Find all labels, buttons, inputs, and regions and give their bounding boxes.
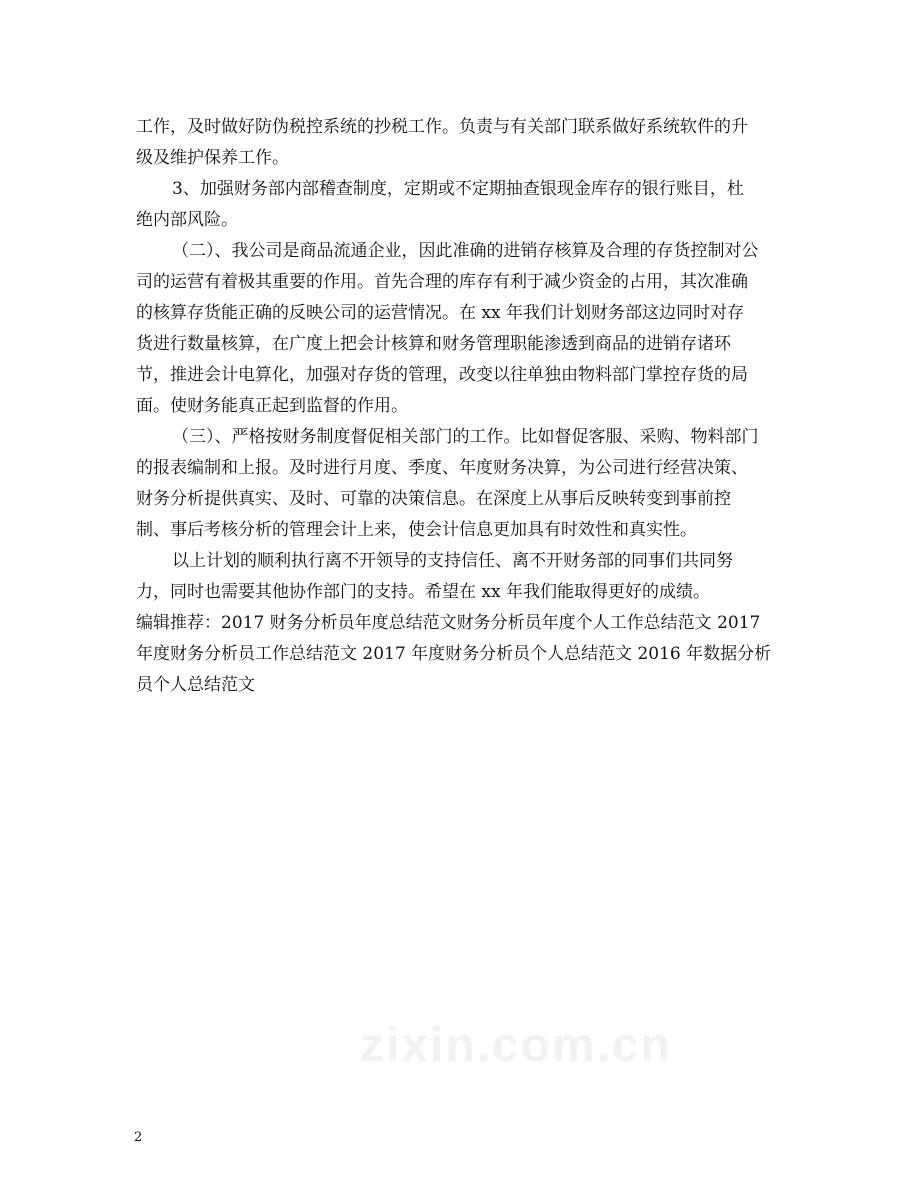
paragraph-line: 级及维护保养工作。 <box>136 148 289 168</box>
paragraph-line: 工作，及时做好防伪税控系统的抄税工作。负责与有关部门联系做好系统软件的升 <box>136 117 748 137</box>
paragraph-line: 3、加强财务部内部稽查制度，定期或不定期抽查银现金库存的银行账目，杜 <box>172 179 744 199</box>
paragraph-line: 的报表编制和上报。及时进行月度、季度、年度财务决算，为公司进行经营决策、 <box>136 458 748 478</box>
paragraph-line: 司的运营有着极其重要的作用。首先合理的库存有利于减少资金的占用，其次准确 <box>136 272 748 292</box>
paragraph-line: 面。使财务能真正起到监督的作用。 <box>136 396 408 416</box>
paragraph-line: 绝内部风险。 <box>136 210 238 230</box>
paragraph-line: （二）、我公司是商品流通企业，因此准确的进销存核算及合理的存货控制对公 <box>172 241 759 261</box>
editor-recommendation-line: 年度财务分析员工作总结范文 2017 年度财务分析员个人总结范文 2016 年数据分析 <box>136 644 772 664</box>
paragraph-line: 财务分析提供真实、及时、可靠的决策信息。在深度上从事后反映转变到事前控 <box>136 489 731 509</box>
paragraph-line: 力，同时也需要其他协作部门的支持。希望在 xx 年我们能取得更好的成绩。 <box>136 582 710 602</box>
editor-recommendation-line: 员个人总结范文 <box>136 675 255 695</box>
paragraph-line: 以上计划的顺利执行离不开领导的支持信任、离不开财务部的同事们共同努 <box>172 551 733 571</box>
editor-recommendation-line: 编辑推荐：2017 财务分析员年度总结范文财务分析员年度个人工作总结范文 2017 <box>136 613 761 633</box>
document-body <box>136 112 784 701</box>
paragraph-line: 制、事后考核分析的管理会计上来，使会计信息更加具有时效性和真实性。 <box>136 520 697 540</box>
paragraph-line: 的核算存货能正确的反映公司的运营情况。在 xx 年我们计划财务部这边同时对存 <box>136 303 744 323</box>
paragraph-line: （三）、严格按财务制度督促相关部门的工作。比如督促客服、采购、物料部门 <box>172 427 759 447</box>
page-number: 2 <box>134 1130 143 1145</box>
paragraph-line: 节，推进会计电算化，加强对存货的管理，改变以往单独由物料部门掌控存货的局 <box>136 365 748 385</box>
paragraph-line: 货进行数量核算，在广度上把会计核算和财务管理职能渗透到商品的进销存诸环 <box>136 334 731 354</box>
watermark: zixin.com.cn <box>360 1019 673 1072</box>
